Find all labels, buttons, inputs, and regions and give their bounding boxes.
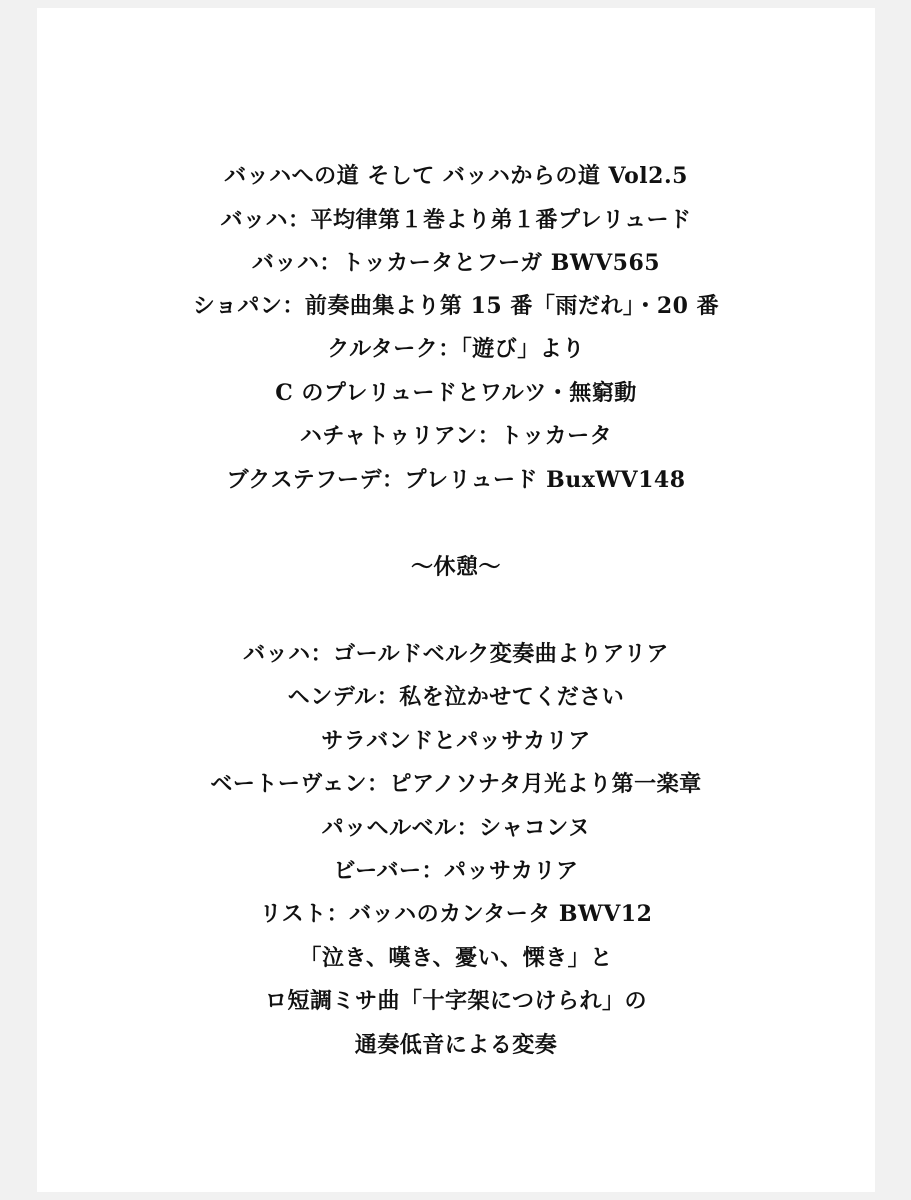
program-item: ロ短調ミサ曲「十字架につけられ」の	[264, 988, 648, 1014]
program-item: バッハ：トッカータとフーガ BWV565	[251, 250, 661, 276]
program-page	[37, 8, 875, 1192]
program-item: パッヘルベル：シャコンヌ	[321, 815, 591, 841]
program-item: C のプレリュードとワルツ・無窮動	[275, 380, 637, 406]
program-item: ハチャトゥリアン：トッカータ	[299, 423, 613, 449]
program-item: 「泣き、嘆き、憂い、慄き」と	[299, 945, 613, 971]
program-title: バッハへの道 そして バッハからの道 Vol2.5	[224, 163, 688, 189]
program-item: バッハ：平均律第１巻より弟１番プレリュード	[220, 207, 692, 233]
program-item: バッハ：ゴールドベルク変奏曲よりアリア	[243, 641, 669, 667]
program-item: ビーバー：パッサカリア	[333, 858, 579, 884]
program-item: ベートーヴェン：ピアノソナタ月光より第一楽章	[210, 771, 702, 797]
program-item: リスト：バッハのカンタータ BWV12	[259, 901, 653, 927]
intermission-label: 〜休憩〜	[410, 554, 501, 580]
program-item: ブクステフーデ：プレリュード BuxWV148	[226, 467, 686, 493]
program-item: ショパン：前奏曲集より第 15 番「雨だれ」・20 番	[192, 293, 720, 319]
program-item: 通奏低音による変奏	[354, 1032, 558, 1058]
program-item: クルターク：「遊び」より	[327, 336, 585, 362]
program-item: ヘンデル：私を泣かせてください	[287, 684, 625, 710]
program-item: サラバンドとパッサカリア	[321, 728, 591, 754]
